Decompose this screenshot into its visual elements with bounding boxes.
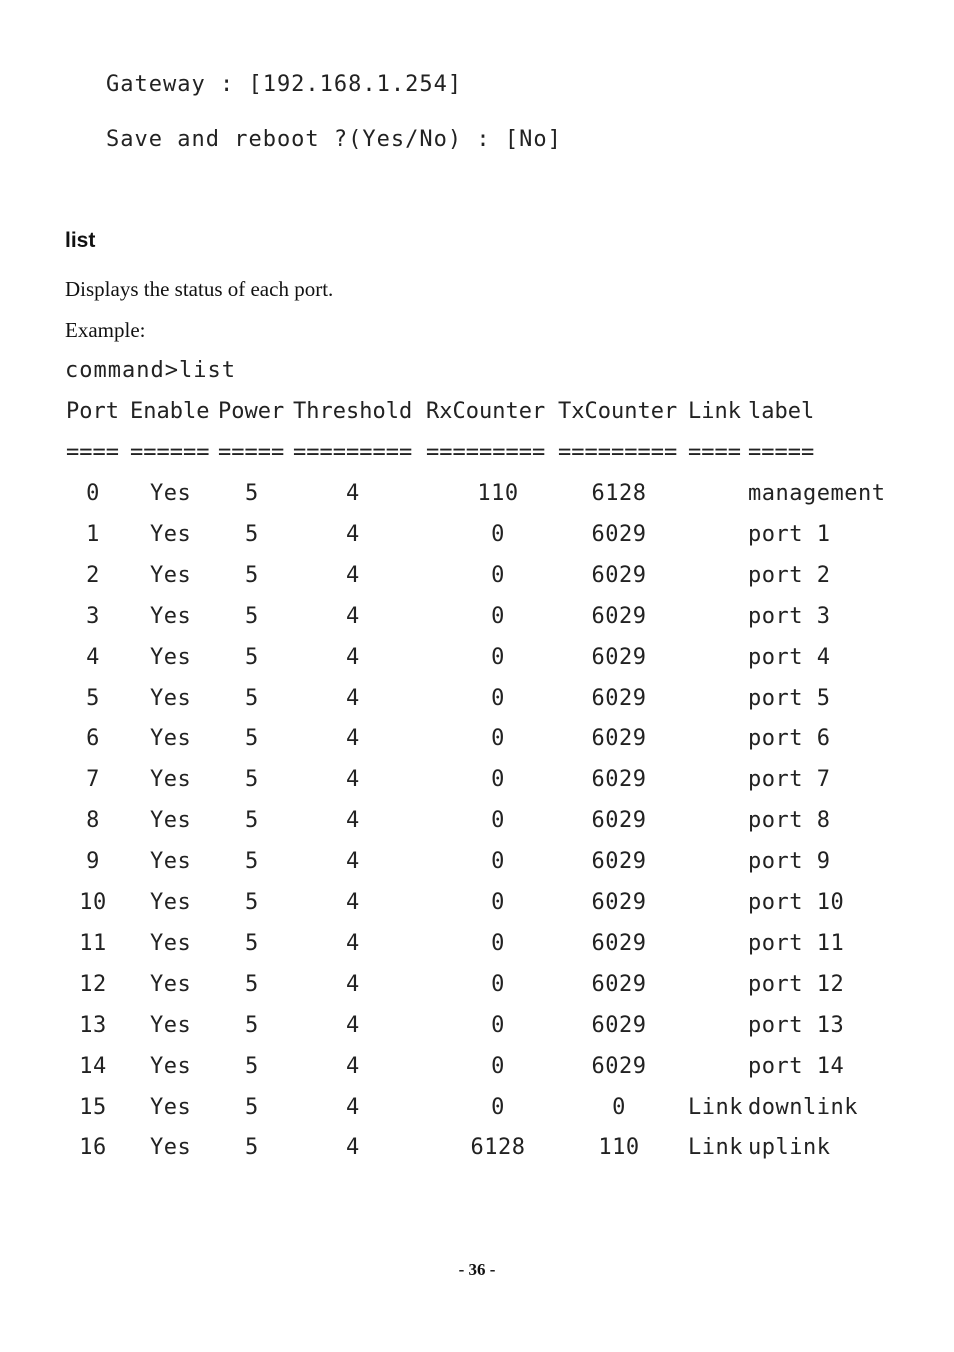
cell-threshold: 4 <box>346 1013 360 1038</box>
cell-tx-counter: 6029 <box>591 890 647 915</box>
cell-threshold: 4 <box>346 563 360 588</box>
cell-port: 9 <box>86 849 100 874</box>
cell-label: port 14 <box>748 1054 845 1079</box>
save-reboot-prompt-line: Save and reboot ?(Yes/No) : [No] <box>106 127 562 152</box>
cell-link: Link <box>688 1135 743 1160</box>
cell-port: 1 <box>86 522 100 547</box>
header-power: Power <box>218 399 285 424</box>
cell-tx-counter: 6029 <box>591 849 647 874</box>
cell-label: port 9 <box>748 849 831 874</box>
cell-power: 5 <box>245 849 259 874</box>
cell-port: 5 <box>86 686 100 711</box>
cell-enable: Yes <box>150 931 192 956</box>
cell-threshold: 4 <box>346 522 360 547</box>
cell-tx-counter: 6029 <box>591 972 647 997</box>
cell-rx-counter: 0 <box>491 645 505 670</box>
cell-power: 5 <box>245 1095 259 1120</box>
cell-port: 14 <box>79 1054 107 1079</box>
cell-tx-counter: 6029 <box>591 1054 647 1079</box>
separator-power: ===== <box>218 440 285 465</box>
cell-port: 10 <box>79 890 107 915</box>
cell-enable: Yes <box>150 686 192 711</box>
cell-enable: Yes <box>150 604 192 629</box>
cell-rx-counter: 0 <box>491 767 505 792</box>
cell-label: port 4 <box>748 645 831 670</box>
cell-rx-counter: 0 <box>491 1095 505 1120</box>
cell-power: 5 <box>245 767 259 792</box>
cell-threshold: 4 <box>346 808 360 833</box>
cell-port: 3 <box>86 604 100 629</box>
separator-tx-counter: ========= <box>558 440 678 465</box>
cell-rx-counter: 0 <box>491 686 505 711</box>
cell-enable: Yes <box>150 481 192 506</box>
separator-label: ===== <box>748 440 815 465</box>
cell-tx-counter: 6029 <box>591 563 647 588</box>
cell-port: 2 <box>86 563 100 588</box>
cell-tx-counter: 6029 <box>591 645 647 670</box>
cell-link: Link <box>688 1095 743 1120</box>
cell-threshold: 4 <box>346 849 360 874</box>
cell-port: 12 <box>79 972 107 997</box>
cell-tx-counter: 6128 <box>591 481 647 506</box>
cell-power: 5 <box>245 522 259 547</box>
cell-tx-counter: 6029 <box>591 686 647 711</box>
cell-threshold: 4 <box>346 604 360 629</box>
separator-rx-counter: ========= <box>426 440 546 465</box>
section-heading: list <box>65 229 96 252</box>
header-rx-counter: RxCounter <box>426 399 546 424</box>
cell-threshold: 4 <box>346 645 360 670</box>
cell-rx-counter: 0 <box>491 563 505 588</box>
cell-power: 5 <box>245 1135 259 1160</box>
cell-threshold: 4 <box>346 481 360 506</box>
cell-rx-counter: 0 <box>491 1013 505 1038</box>
cell-tx-counter: 6029 <box>591 931 647 956</box>
cell-label: port 5 <box>748 686 831 711</box>
cell-power: 5 <box>245 1013 259 1038</box>
cell-power: 5 <box>245 972 259 997</box>
cell-power: 5 <box>245 1054 259 1079</box>
cell-threshold: 4 <box>346 686 360 711</box>
cell-port: 13 <box>79 1013 107 1038</box>
cell-rx-counter: 0 <box>491 726 505 751</box>
gateway-config-line: Gateway : [192.168.1.254] <box>106 72 463 97</box>
cell-threshold: 4 <box>346 767 360 792</box>
separator-threshold: ========= <box>293 440 413 465</box>
cell-port: 6 <box>86 726 100 751</box>
cell-enable: Yes <box>150 972 192 997</box>
cell-enable: Yes <box>150 563 192 588</box>
cell-rx-counter: 0 <box>491 890 505 915</box>
header-tx-counter: TxCounter <box>558 399 678 424</box>
cell-rx-counter: 0 <box>491 522 505 547</box>
cell-power: 5 <box>245 931 259 956</box>
cell-enable: Yes <box>150 645 192 670</box>
header-link: Link <box>688 399 741 424</box>
cell-tx-counter: 6029 <box>591 767 647 792</box>
cell-label: port 7 <box>748 767 831 792</box>
cell-threshold: 4 <box>346 726 360 751</box>
cell-label: port 10 <box>748 890 845 915</box>
cell-threshold: 4 <box>346 972 360 997</box>
cell-rx-counter: 0 <box>491 808 505 833</box>
cell-tx-counter: 6029 <box>591 522 647 547</box>
cell-power: 5 <box>245 808 259 833</box>
cell-label: port 1 <box>748 522 831 547</box>
cell-enable: Yes <box>150 1095 192 1120</box>
section-description: Displays the status of each port. <box>65 277 334 301</box>
cell-power: 5 <box>245 726 259 751</box>
header-enable: Enable <box>130 399 210 424</box>
cell-threshold: 4 <box>346 1135 360 1160</box>
cell-port: 15 <box>79 1095 107 1120</box>
cell-port: 7 <box>86 767 100 792</box>
cell-tx-counter: 110 <box>598 1135 640 1160</box>
cell-label: port 3 <box>748 604 831 629</box>
cell-tx-counter: 6029 <box>591 604 647 629</box>
cell-power: 5 <box>245 686 259 711</box>
page-number: - 36 - <box>458 1260 496 1279</box>
cell-label: port 2 <box>748 563 831 588</box>
cell-tx-counter: 0 <box>612 1095 626 1120</box>
cell-rx-counter: 0 <box>491 604 505 629</box>
cell-rx-counter: 0 <box>491 972 505 997</box>
cell-label: port 11 <box>748 931 845 956</box>
cell-enable: Yes <box>150 849 192 874</box>
cell-tx-counter: 6029 <box>591 808 647 833</box>
cell-enable: Yes <box>150 890 192 915</box>
cell-power: 5 <box>245 481 259 506</box>
header-label: label <box>748 399 815 424</box>
separator-enable: ====== <box>130 440 210 465</box>
cell-enable: Yes <box>150 522 192 547</box>
cell-label: port 12 <box>748 972 845 997</box>
cell-power: 5 <box>245 604 259 629</box>
cell-power: 5 <box>245 563 259 588</box>
cell-tx-counter: 6029 <box>591 1013 647 1038</box>
command-line: command>list <box>65 358 236 383</box>
header-threshold: Threshold <box>293 399 413 424</box>
cell-enable: Yes <box>150 1013 192 1038</box>
cell-threshold: 4 <box>346 931 360 956</box>
cell-rx-counter: 6128 <box>470 1135 526 1160</box>
cell-enable: Yes <box>150 1054 192 1079</box>
cell-power: 5 <box>245 890 259 915</box>
cell-threshold: 4 <box>346 1095 360 1120</box>
cell-threshold: 4 <box>346 1054 360 1079</box>
cell-label: port 6 <box>748 726 831 751</box>
cell-label: management <box>748 481 886 506</box>
cell-power: 5 <box>245 645 259 670</box>
cell-label: port 8 <box>748 808 831 833</box>
cell-enable: Yes <box>150 726 192 751</box>
separator-port: ==== <box>66 440 119 465</box>
cell-rx-counter: 0 <box>491 931 505 956</box>
cell-port: 11 <box>79 931 107 956</box>
cell-rx-counter: 0 <box>491 849 505 874</box>
cell-port: 8 <box>86 808 100 833</box>
example-label: Example: <box>65 318 146 342</box>
cell-enable: Yes <box>150 1135 192 1160</box>
cell-rx-counter: 110 <box>477 481 519 506</box>
cell-rx-counter: 0 <box>491 1054 505 1079</box>
separator-link: ==== <box>688 440 741 465</box>
cell-label: uplink <box>748 1135 831 1160</box>
cell-port: 16 <box>79 1135 107 1160</box>
cell-enable: Yes <box>150 767 192 792</box>
cell-tx-counter: 6029 <box>591 726 647 751</box>
cell-enable: Yes <box>150 808 192 833</box>
cell-threshold: 4 <box>346 890 360 915</box>
cell-port: 0 <box>86 481 100 506</box>
cell-port: 4 <box>86 645 100 670</box>
cell-label: downlink <box>748 1095 858 1120</box>
header-port: Port <box>66 399 119 424</box>
cell-label: port 13 <box>748 1013 845 1038</box>
